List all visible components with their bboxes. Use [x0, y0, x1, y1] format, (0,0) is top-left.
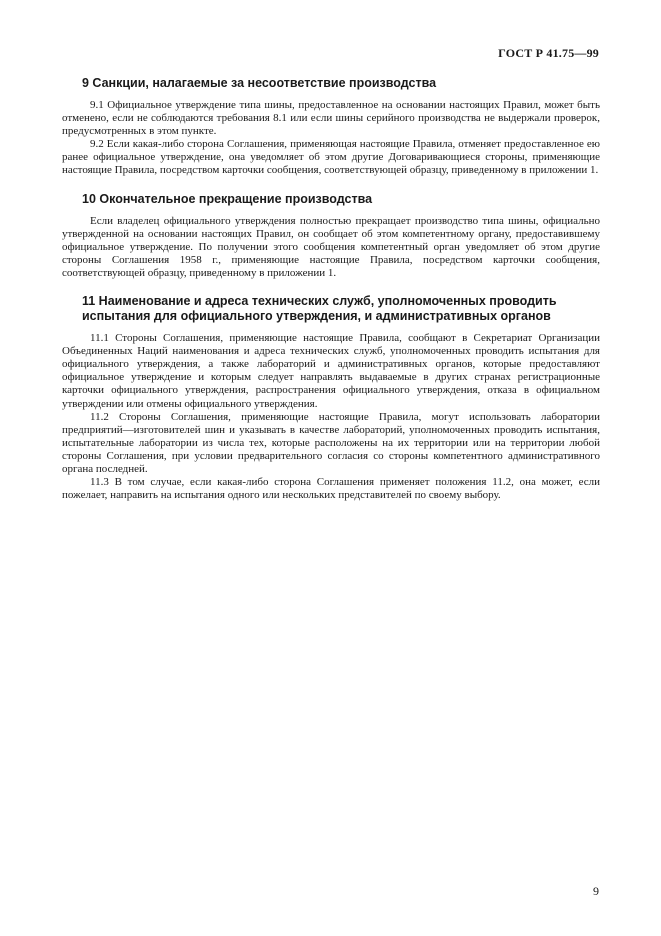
section-10 — [62, 192, 600, 280]
page-number: 9 — [593, 884, 599, 898]
section-heading: 10 Окончательное прекращение производства — [82, 191, 373, 206]
document-body — [62, 76, 600, 516]
paragraph: 9.1 Официальное утверждение типа шины, предоставленное на основании настоящих Правил, может быть отменено, если не соблюдаются требования 8.1 или если шины серийного производства не выдержали проверок, предусмотренных в этом пункте. — [62, 99, 600, 138]
section-heading: 9 Санкции, налагаемые за несоответствие производства — [82, 76, 437, 90]
section-11 — [62, 294, 600, 502]
section-heading: 11 Наименование и адреса технических служб, уполномоченных проводить испытания для официального утверждения, и административных органов — [82, 294, 557, 324]
paragraph: Если владелец официального утверждения полностью прекращает производство типа шины, официально утвержденной на основании настоящих Правил, он сообщает об этом компетентному органу, предоставившему официальное утверждение. По получении этого сообщения компетентный орган уведомляет об этом другие стороны Соглашения 1958 г., применяющие настоящие Правила, посредством карточки сообщения, соответствующей образцу, приведенному в приложении 1. — [62, 214, 600, 279]
paragraph: 11.3 В том случае, если какая-либо сторона Соглашения применяет положения 11.2, она может, если пожелает, направить на испытания одного или нескольких представителей по своему выбору. — [62, 476, 600, 502]
section-9 — [62, 76, 600, 178]
paragraph: 9.2 Если какая-либо сторона Соглашения, применяющая настоящие Правила, отменяет предоставленное ею ранее официальное утверждение, она уведомляет об этом другие Договаривающиеся стороны, применяющие настоящие Правила, посредством карточки сообщения, соответствующей образцу, приведенному в приложении 1. — [62, 138, 600, 177]
paragraph: 11.1 Стороны Соглашения, применяющие настоящие Правила, сообщают в Секретариат Организации Объединенных Наций наименования и адреса технических служб, уполномоченных проводить испытания для официального утверждения, а также лабораторий и административных органов, которые предоставляют официальное утверждение и которым следует направлять выдаваемые в других странах регистрационные карточки официального утверждения, распространения официального утверждения, отказа в официальном утверждении или отмены официального утверждения. — [62, 332, 600, 410]
document-code: ГОСТ Р 41.75—99 — [498, 46, 599, 60]
paragraph: 11.2 Стороны Соглашения, применяющие настоящие Правила, могут использовать лаборатории предприятий—изготовителей шин и указывать в качестве лабораторий, уполномоченных проводить испытания, испытательные лаборатории из числа тех, которые расположены на их территории или на территории любой стороны Соглашения, при условии предварительного согласия со стороны компетентного административного органа последней. — [62, 410, 600, 475]
